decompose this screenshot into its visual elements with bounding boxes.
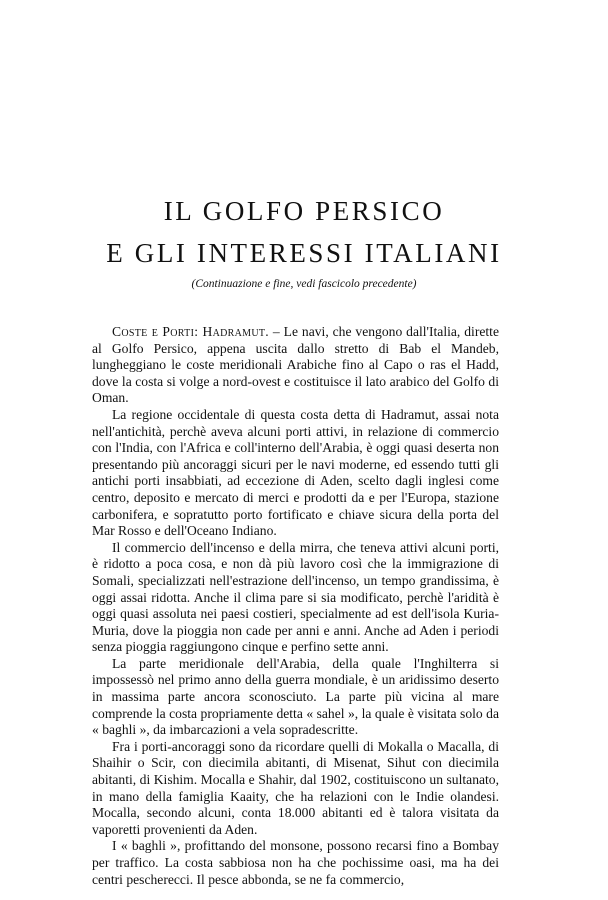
section-lead: Coste e Porti: Hadramut. (112, 324, 269, 339)
paragraph-5 (92, 739, 499, 839)
paragraph-text: I « baghli », profittando del monsone, possono recarsi fino a Bombay per traffico. La costa sabbiosa non ha che pochissime oasi, ma ha dei centri pescherecci. Il pesce abbonda, se ne fa commercio, (92, 838, 499, 887)
article-title-line-1: IL GOLFO PERSICO (163, 196, 445, 226)
paragraph-4 (92, 656, 499, 739)
paragraph-text: La regione occidentale di questa costa detta di Hadramut, assai nota nell'antichità, perchè aveva alcuni porti attivi, in relazione di commercio con l'India, con l'Africa e coll'interno dell'Arabia, è oggi quasi deserta non presentando più ancoraggi sicuri per le navi moderne, ed essendo tutti gli antichi porti insabbiati, ad eccezione di Aden, scelto dagli inglesi come centro, deposito e mercato di merci e prodotti da e per l'Europa, stazione carbonifera, e sopratutto porto fortificato e chiave sicura della porta del Mar Rosso e dell'Oceano Indiano. (92, 406, 499, 539)
article-title-line-2: E GLI INTERESSI ITALIANI (106, 238, 502, 268)
paragraph-text: – Le navi, che vengono dall'Italia, dirette al Golfo Persico, appena uscita dallo stretto di Bab el Mandeb, lungheggiano le coste meridionali Arabiche fino al Capo o ras el Hadd, dove la costa si volge a nord-ovest e costituisce il lato arabico del Golfo di Oman. (92, 324, 499, 406)
paragraph-6 (92, 838, 499, 888)
paragraph-text: Fra i porti-ancoraggi sono da ricordare quelli di Mokalla o Macalla, di Shaihir o Scir, con diecimila abitanti, di Misenat, Sihut con diecimila abitanti, di Kishim. Mocalla e Shahir, dal 1902, costituiscono un sultanato, in mano della famiglia Kaaity, che ha relazioni con le Indie olandesi. Mocalla, secondo alcuni, conta 18.000 abitanti ed è talora visitata da vaporetti provenienti da Aden. (92, 738, 499, 837)
article-subtitle: (Continuazione e fine, vedi fascicolo precedente) (191, 278, 417, 290)
paragraph-2 (92, 407, 499, 540)
article-body (92, 324, 499, 888)
paragraph-text: La parte meridionale dell'Arabia, della quale l'Inghilterra si impossessò nel primo anno della guerra mondiale, è un aridissimo deserto in massima parte ancora sconosciuto. La parte più vicina al mare comprende la costa propriamente detta « sahel », la quale è visitata solo da « baghli », da imbarcazioni a vela sopradescritte. (92, 655, 499, 738)
paragraph-text: Il commercio dell'incenso e della mirra, che teneva attivi alcuni porti, è ridotto a poca cosa, e non dà più lavoro così che la immigrazione di Somali, specializzati nell'estrazione dell'incenso, un tempo grandissima, è oggi assai ridotta. Anche il clima pare si sia modificato, perchè l'aridità è oggi quasi assoluta nei paesi costieri, specialmente ad est dell'isola Kuria-Muria, dove la pioggia non cade per anni e anni. Anche ad Aden i periodi senza pioggia raggiungono cinque e perfino sette anni. (92, 539, 499, 655)
paragraph-3 (92, 540, 499, 656)
paragraph-1 (92, 324, 499, 407)
